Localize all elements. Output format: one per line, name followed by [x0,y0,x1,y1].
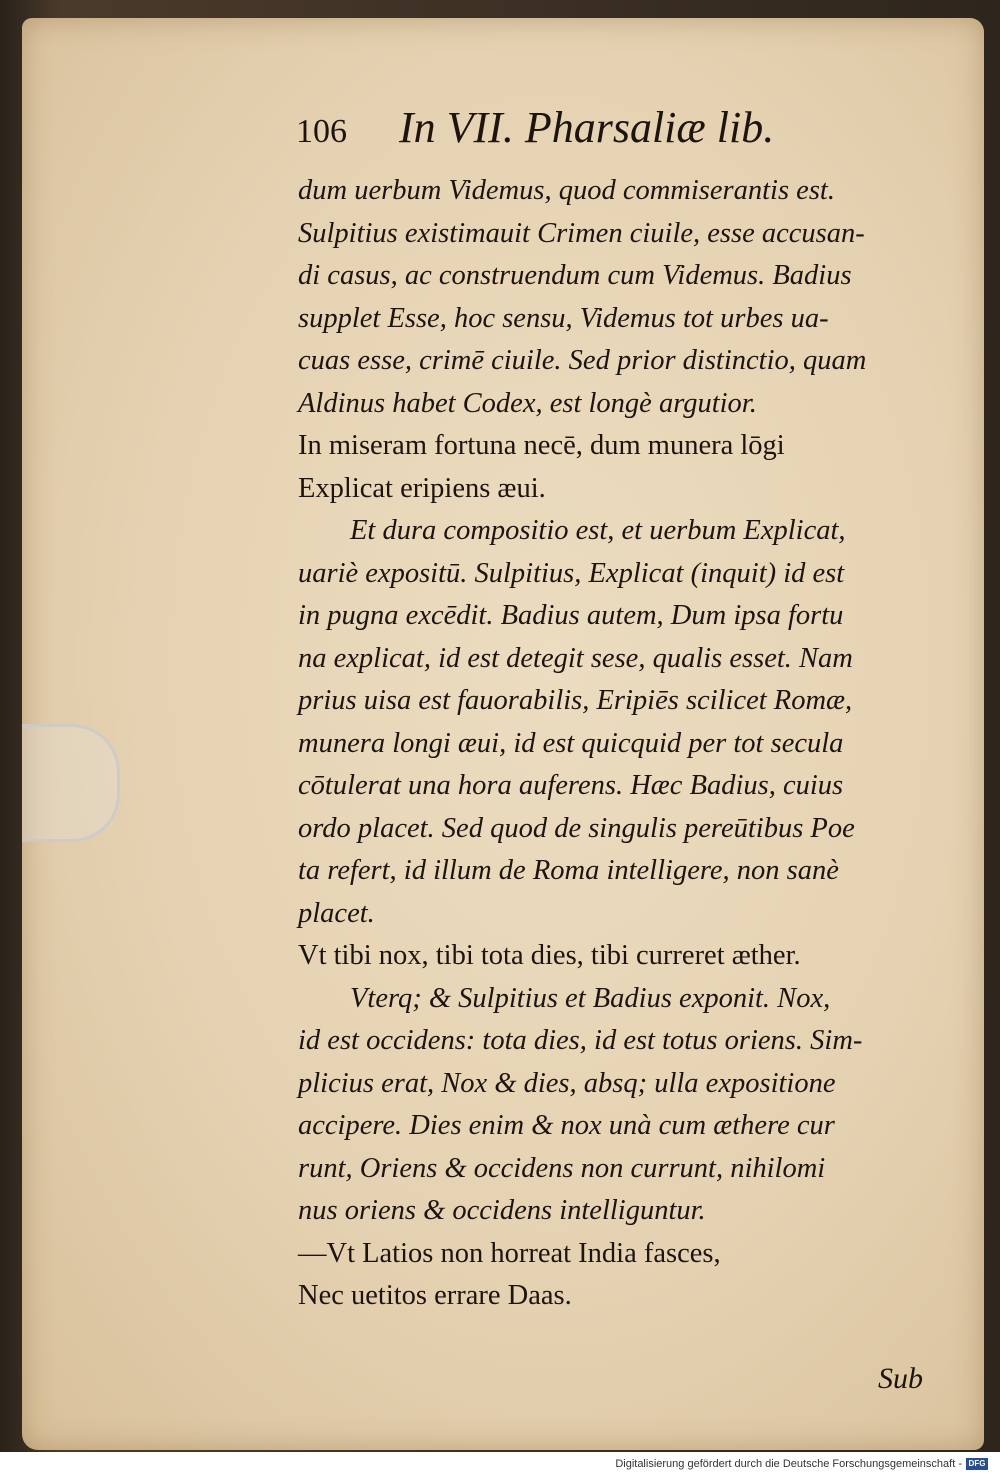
dfg-logo: DFG [966,1458,988,1470]
page-number: 106 [296,113,347,150]
catchword: Sub [878,1362,923,1395]
running-header [298,100,948,170]
footer-bar [0,1452,1000,1476]
text-line: placet. [298,897,375,929]
text-line: id est occidens: tota dies, id est totus oriens. Sim- [298,1025,863,1056]
text-line: plicius erat, Nox & dies, absq; ulla expositione [298,1067,836,1099]
text-line: supplet Esse, hoc sensu, Videmus tot urbes ua- [298,302,829,334]
text-line: Nec uetitos errare Daas. [298,1280,572,1311]
text-line: runt, Oriens & occidens non currunt, nihilomi [298,1152,826,1184]
text-line: —Vt Latios non horreat India fasces, [298,1237,721,1269]
page-clip [22,724,120,842]
text-line: nus oriens & occidens intelliguntur. [298,1195,706,1226]
text-line: ordo placet. Sed quod de singulis pereūtibus Poe [298,812,855,844]
text-line: dum uerbum Videmus, quod commiserantis est. [298,175,835,206]
text-line: Sulpitius existimauit Crimen ciuile, esse accusan- [298,217,865,249]
text-line: Et dura compositio est, et uerbum Explicat, [350,515,846,546]
text-line: accipere. Dies enim & nox unà cum æthere cur [298,1110,835,1141]
text-line: munera longi æui, id est quicquid per tot secula [298,727,844,759]
text-line: Vterq; & Sulpitius et Badius exponit. Nox, [350,982,831,1014]
text-line: na explicat, id est detegit sese, qualis esset. Nam [298,642,853,674]
text-block [298,100,948,1318]
text-line: ta refert, id illum de Roma intelligere, non sanè [298,855,839,886]
text-line: cōtulerat una hora auferens. Hæc Badius, cuius [298,770,844,801]
text-line: uariè expositū. Sulpitius, Explicat (inquit) id est [298,557,845,589]
text-line: Vt tibi nox, tibi tota dies, tibi curreret æther. [298,940,801,971]
text-line: prius uisa est fauorabilis, Eripiēs scilicet Romæ, [298,685,853,716]
text-line: di casus, ac construendum cum Videmus. Badius [298,260,852,291]
footer-credit: Digitalisierung gefördert durch die Deutsche Forschungsgemeinschaft - [615,1458,962,1470]
body-text [298,170,948,1318]
text-line: Explicat eripiens æui. [298,472,546,504]
text-line: in pugna excēdit. Badius autem, Dum ipsa fortu [298,600,844,631]
text-line: cuas esse, crimē ciuile. Sed prior distinctio, quam [298,345,867,376]
text-line: In miseram fortuna necē, dum munera lōgi [298,430,785,461]
text-line: Aldinus habet Codex, est longè argutior. [298,387,757,419]
running-title: In VII. Pharsaliæ lib. [399,103,775,152]
